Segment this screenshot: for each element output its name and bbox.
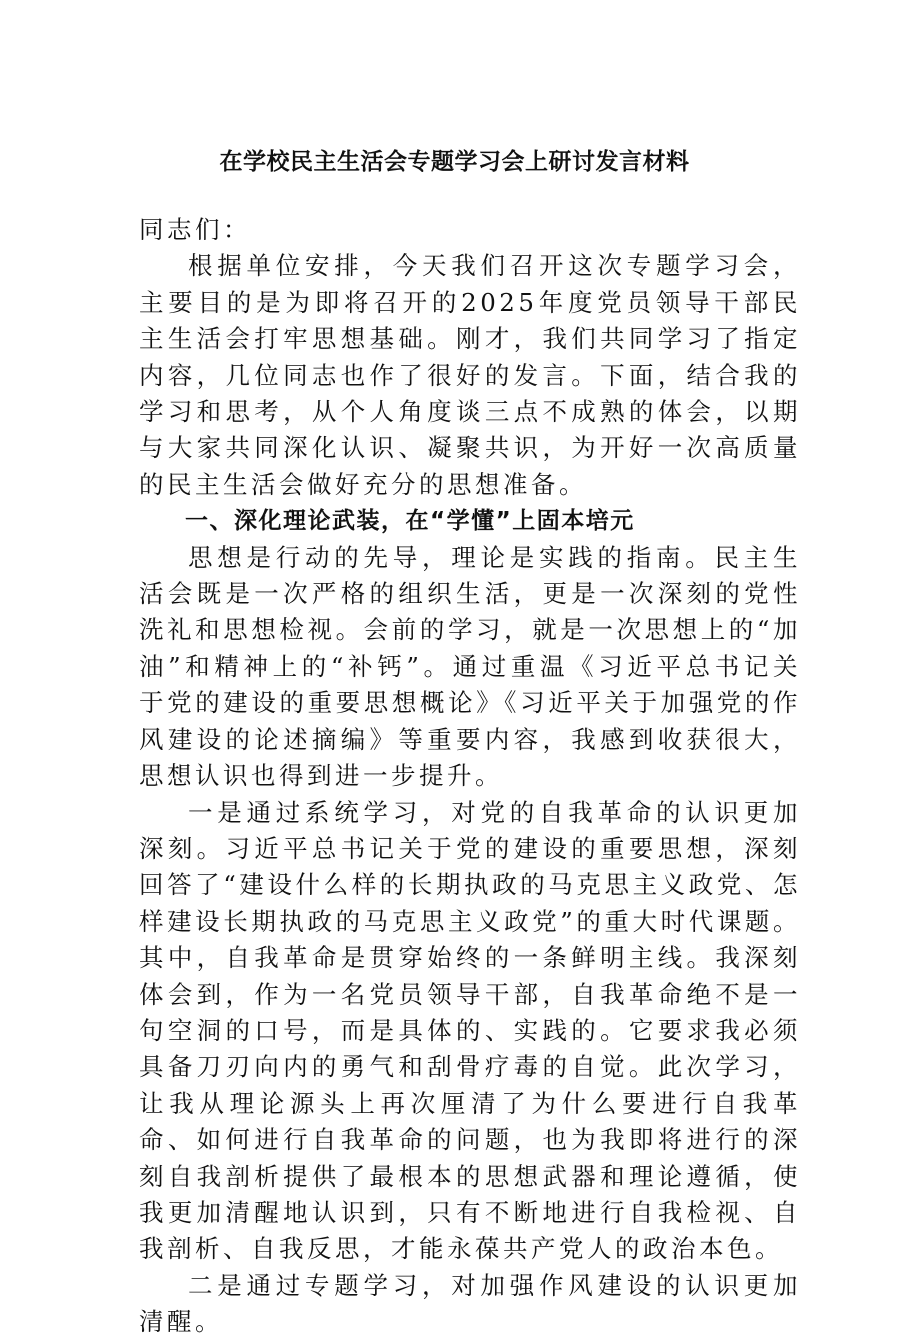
salutation: 同志们： — [139, 215, 251, 244]
paragraph-3: 二是通过专题学习，对加强作风建设的认识更加清醒。 — [139, 1270, 801, 1337]
intro-paragraph: 根据单位安排，今天我们召开这次专题学习会，主要目的是为即将召开的2025年度党员领导干部民主生活会打牢思想基础。刚才，我们共同学习了指定内容，几位同志也作了很好的发言。下面，结合我的学习和思考，从个人角度谈三点不成熟的体会，以期与大家共同深化认识、凝聚共识，为开好一次高质量的民主生活会做好充分的思想准备。 — [139, 251, 801, 499]
paragraph-1: 思想是行动的先导，理论是实践的指南。民主生活会既是一次严格的组织生活，更是一次深刻的党性洗礼和思想检视。会前的学习，就是一次思想上的“加油”和精神上的“补钙”。通过重温《习近平总书记关于党的建设的重要思想概论》《习近平关于加强党的作风建设的论述摘编》等重要内容，我感到收获很大，思想认识也得到进一步提升。 — [139, 542, 801, 791]
document-title: 在学校民主生活会专题学习会上研讨发言材料 — [219, 149, 690, 175]
section-heading-1: 一、深化理论武装，在“学懂”上固本培元 — [185, 508, 635, 535]
paragraph-2: 一是通过系统学习，对党的自我革命的认识更加深刻。习近平总书记关于党的建设的重要思想，深刻回答了“建设什么样的长期执政的马克思主义政党、怎样建设长期执政的马克思主义政党”的重大时代课题。其中，自我革命是贯穿始终的一条鲜明主线。我深刻体会到，作为一名党员领导干部，自我革命绝不是一句空洞的口号，而是具体的、实践的。它要求我必须具备刀刃向内的勇气和刮骨疗毒的自觉。此次学习，让我从理论源头上再次厘清了为什么要进行自我革命、如何进行自我革命的问题，也为我即将进行的深刻自我剖析提供了最根本的思想武器和理论遵循，使我更加清醒地认识到，只有不断地进行自我检视、自我剖析、自我反思，才能永葆共产党人的政治本色。 — [139, 797, 801, 1264]
document-body — [139, 212, 801, 1341]
